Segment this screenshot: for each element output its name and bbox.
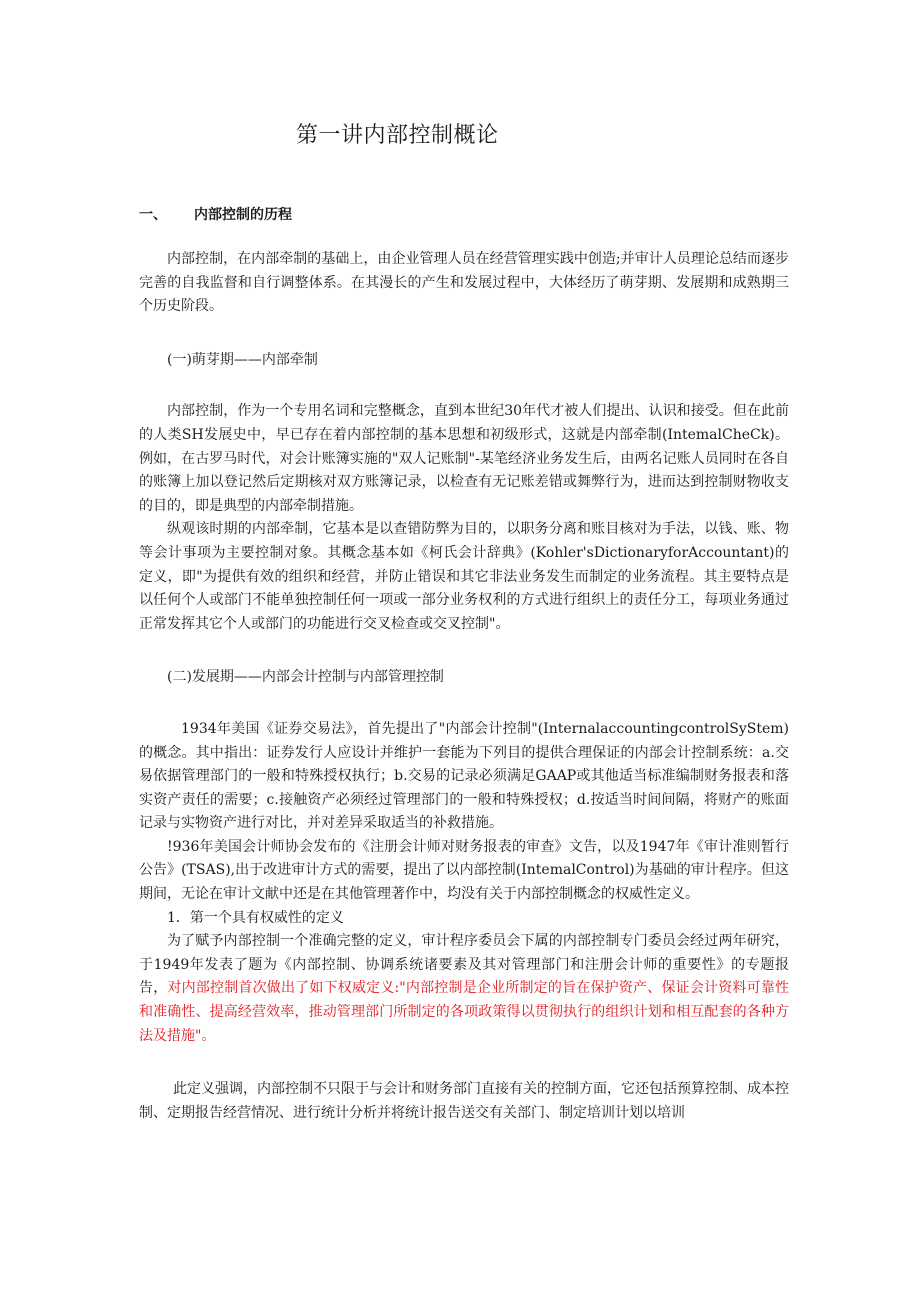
- document-body: [139, 248, 789, 1125]
- subsection-heading-germination: (一)萌芽期——内部牵制: [167, 351, 318, 368]
- germination-paragraph-2: 纵观该时期的内部牵制，它基本是以查错防弊为目的，以职务分离和账目核对为手法，以钱、账、物等会计事项为主要控制对象。其概念基本如《柯氏会计辞典》(Kohler'sDictionaryforAccountant)的定义，即"为提供有效的组织和经营，并防止错误和其它非法业务发生而制定的业务流程。其主要特点是以任何个人或部门不能单独控制任何一项或一部分业务权利的方式进行组织上的责任分工，每项业务通过正常发挥其它个人或部门的功能进行交叉检查或交叉控制"。: [139, 521, 789, 632]
- development-paragraph-1: 1934年美国《证券交易法》，首先提出了"内部会计控制"(InternalaccountingcontrolSyStem)的概念。其中指出：证券发行人应设计并维护一套能为下列目的提供合理保证的内部会计控制系统：a.交易依据管理部门的一般和特殊授权执行；b.交易的记录必须满足GAAP或其他适当标准编制财务报表和落实资产责任的需要；c.接触资产必须经过管理部门的一般和特殊授权；d.按适当时间间隔，将财产的账面记录与实物资产进行对比，并对差异采取适当的补救措施。: [139, 720, 789, 832]
- definition-emphasis-paragraph: 此定义强调，内部控制不只限于与会计和财务部门直接有关的控制方面，它还包括预算控制、成本控制、定期报告经营情况、进行统计分析并将统计报告送交有关部门、制定培训计划以培训: [139, 1081, 789, 1121]
- first-definition-text: 为了赋予内部控制一个准确完整的定义，审计程序委员会下属的内部控制专门委员会经过两年研究，于1949年发表了题为《内部控制、协调系统诸要素及其对管理部门和注册会计师的重要性》的专题报告，: [139, 933, 789, 997]
- section-heading: [139, 204, 292, 224]
- page-title: 第一讲内部控制概论: [296, 123, 499, 148]
- first-definition-paragraph: [139, 930, 789, 1048]
- subsection-heading-development: (二)发展期——内部会计控制与内部管理控制: [167, 669, 444, 686]
- section-number: 一、: [139, 207, 167, 223]
- section-title: 内部控制的历程: [194, 207, 292, 223]
- item-heading-first-definition: 1．第一个具有权威性的定义: [167, 909, 344, 926]
- germination-paragraph-1: 内部控制，作为一个专用名词和完整概念，直到本世纪30年代才被人们提出、认识和接受。但在此前的人类SH发展史中，早已存在着内部控制的基本思想和初级形式，这就是内部牵制(IntemalCheCk)。例如，在古罗马时代，对会计账簿实施的"双人记账制"-某笔经济业务发生后，由两名记账人员同时在各自的账簿上加以登记然后定期核对双方账簿记录，以检查有无记账差错或舞弊行为，进而达到控制财物收支的目的，即是典型的内部牵制措施。: [139, 403, 789, 514]
- highlighted-definition: 对内部控制首次做出了如下权威定义:"内部控制是企业所制定的旨在保护资产、保证会计资料可靠性和准确性、提高经营效率，推动管理部门所制定的各项政策得以贯彻执行的组织计划和相互配套的各种方法及措施"。: [139, 980, 790, 1044]
- intro-paragraph: 内部控制，在内部牵制的基础上，由企业管理人员在经营管理实践中创造;并审计人员理论总结而逐步完善的自我监督和自行调整体系。在其漫长的产生和发展过程中，大体经历了萌芽期、发展期和成熟期三个历史阶段。: [139, 251, 789, 315]
- development-paragraph-2: !936年美国会计师协会发布的《注册会计师对财务报表的审查》文告，以及1947年《审计准则暂行公告》(TSAS),出于改进审计方式的需要，提出了以内部控制(IntemalControl)为基础的审计程序。但这期间，无论在审计文献中还是在其他管理著作中，均没有关于内部控制概念的权威性定义。: [139, 838, 789, 903]
